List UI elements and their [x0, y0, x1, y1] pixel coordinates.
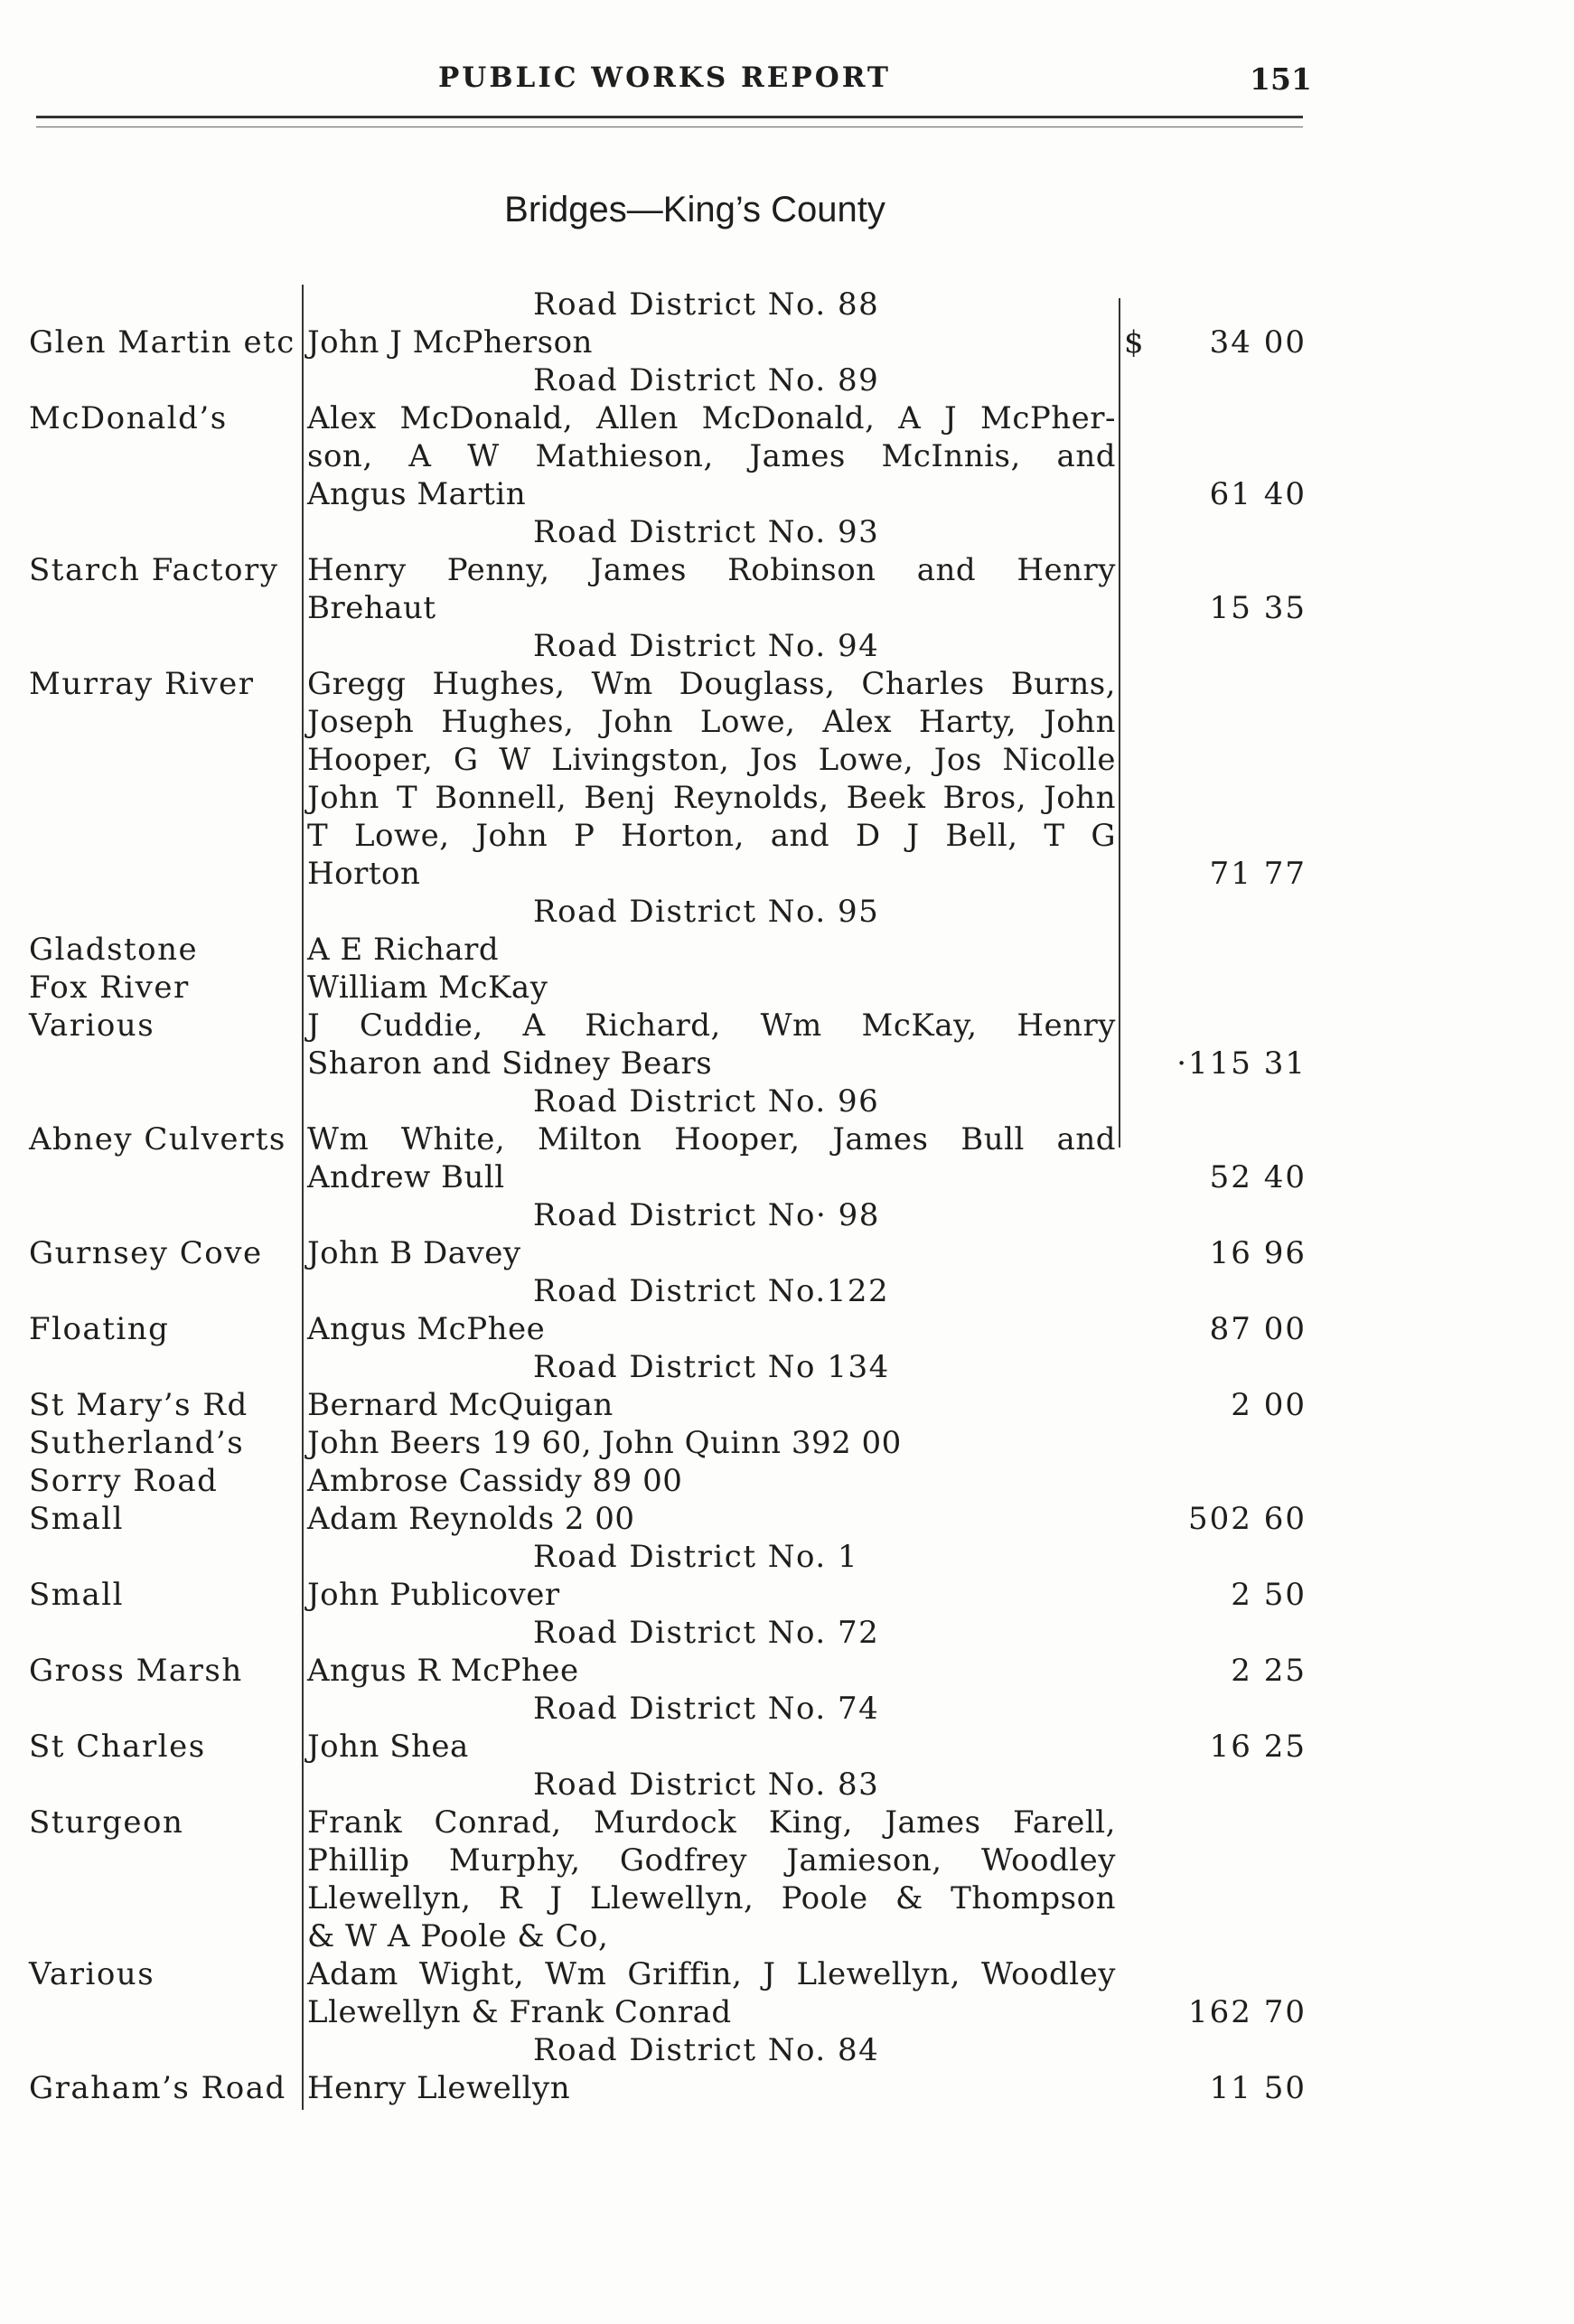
table-row: [0, 1462, 1574, 1500]
payee-names: John Publicover: [307, 1577, 560, 1613]
running-header: [0, 61, 1574, 107]
payee-names: Brehaut: [307, 590, 436, 626]
table-row: [0, 1045, 1574, 1082]
dollar-sign: $: [1124, 324, 1144, 361]
road-district-heading: Road District No. 1: [533, 1539, 859, 1575]
payee-names: Henry Penny, James Robinson and Henry: [307, 552, 1116, 588]
district-heading-row: [0, 627, 1574, 665]
table-row: [0, 665, 1574, 703]
amount: ·115 31: [1176, 1045, 1307, 1082]
payee-names: Phillip Murphy, Godfrey Jamieson, Woodley: [307, 1842, 1116, 1879]
road-district-heading: Road District No. 93: [533, 514, 880, 550]
payee-names: John Beers 19 60, John Quinn 392 00: [307, 1425, 902, 1461]
table-row: [0, 779, 1574, 817]
district-heading-row: [0, 1690, 1574, 1728]
table-row: [0, 1120, 1574, 1158]
bridge-location: St Mary’s Rd: [29, 1387, 248, 1423]
payee-names: Hooper, G W Livingston, Jos Lowe, Jos Nicolle: [307, 742, 1116, 778]
bridge-location: Starch Factory: [29, 552, 279, 588]
amount: 87 00: [1209, 1311, 1307, 1347]
table-row: [0, 1917, 1574, 1955]
district-heading-row: [0, 893, 1574, 931]
table-row: [0, 437, 1574, 475]
table-row: [0, 1158, 1574, 1196]
district-heading-row: [0, 513, 1574, 551]
table-row: [0, 1804, 1574, 1841]
payee-names: Angus Martin: [307, 476, 527, 512]
payee-names: son, A W Mathieson, James McInnis, and: [307, 438, 1116, 474]
road-district-heading: Road District No 134: [533, 1349, 890, 1385]
amount: 11 50: [1209, 2070, 1307, 2106]
payee-names: Angus R McPhee: [307, 1653, 579, 1689]
bridge-location: Gross Marsh: [29, 1653, 243, 1689]
bridge-expenditure-table: [0, 286, 1574, 2107]
table-row: [0, 1386, 1574, 1424]
bridge-location: McDonald’s: [29, 400, 228, 436]
amount: 2 25: [1231, 1653, 1307, 1689]
bridge-location: Gurnsey Cove: [29, 1235, 263, 1271]
table-row: [0, 2069, 1574, 2107]
table-row: [0, 551, 1574, 589]
payee-names: Henry Llewellyn: [307, 2070, 571, 2106]
payee-names: Adam Reynolds 2 00: [307, 1501, 635, 1537]
amount: 2 00: [1231, 1387, 1307, 1423]
road-district-heading: Road District No. 96: [533, 1083, 880, 1120]
amount: 2 50: [1231, 1577, 1307, 1613]
payee-names: Bernard McQuigan: [307, 1387, 614, 1423]
district-heading-row: [0, 1272, 1574, 1310]
payee-names: Angus McPhee: [307, 1311, 546, 1347]
header-rule: [36, 116, 1303, 118]
table-row: [0, 589, 1574, 627]
district-heading-row: [0, 1614, 1574, 1652]
payee-names: J Cuddie, A Richard, Wm McKay, Henry: [307, 1007, 1116, 1044]
header-title: PUBLIC WORKS REPORT: [438, 61, 892, 94]
amount: 34 00: [1209, 324, 1307, 361]
table-row: [0, 741, 1574, 779]
table-row: [0, 1310, 1574, 1348]
table-row: [0, 1652, 1574, 1690]
payee-names: T Lowe, John P Horton, and D J Bell, T G: [307, 818, 1116, 854]
payee-names: Llewellyn & Frank Conrad: [307, 1994, 732, 2030]
road-district-heading: Road District No. 74: [533, 1691, 880, 1727]
table-row: [0, 1728, 1574, 1766]
bridge-location: Abney Culverts: [29, 1121, 286, 1157]
payee-names: John J McPherson: [307, 324, 593, 361]
table-row: [0, 703, 1574, 741]
payee-names: John B Davey: [307, 1235, 521, 1271]
payee-names: Ambrose Cassidy 89 00: [307, 1463, 683, 1499]
bridge-location: Gladstone: [29, 932, 199, 968]
amount: 61 40: [1209, 476, 1307, 512]
amount: 162 70: [1188, 1994, 1307, 2030]
table-row: [0, 399, 1574, 437]
payee-names: Frank Conrad, Murdock King, James Farell,: [307, 1804, 1116, 1841]
table-row: [0, 855, 1574, 893]
district-heading-row: [0, 286, 1574, 323]
district-heading-row: [0, 1082, 1574, 1120]
amount: 71 77: [1209, 856, 1307, 892]
table-row: [0, 1500, 1574, 1538]
bridge-location: Sturgeon: [29, 1804, 184, 1841]
road-district-heading: Road District No· 98: [533, 1197, 880, 1233]
district-heading-row: [0, 1766, 1574, 1804]
payee-names: Adam Wight, Wm Griffin, J Llewellyn, Woodley: [307, 1956, 1116, 1992]
bridge-location: Small: [29, 1501, 125, 1537]
table-row: [0, 1993, 1574, 2031]
road-district-heading: Road District No. 88: [533, 286, 880, 323]
district-heading-row: [0, 1538, 1574, 1576]
payee-names: Andrew Bull: [307, 1159, 505, 1195]
bridge-location: Fox River: [29, 970, 190, 1006]
payee-names: Joseph Hughes, John Lowe, Alex Harty, John: [307, 704, 1116, 740]
bridge-location: Various: [29, 1956, 155, 1992]
amount: 52 40: [1209, 1159, 1307, 1195]
bridge-location: Sutherland’s: [29, 1425, 245, 1461]
table-row: [0, 475, 1574, 513]
road-district-heading: Road District No. 83: [533, 1766, 880, 1803]
payee-names: Alex McDonald, Allen McDonald, A J McPher-: [307, 400, 1116, 436]
bridge-location: Small: [29, 1577, 125, 1613]
payee-names: Gregg Hughes, Wm Douglass, Charles Burns,: [307, 666, 1116, 702]
district-heading-row: [0, 1196, 1574, 1234]
road-district-heading: Road District No. 84: [533, 2032, 880, 2068]
payee-names: Wm White, Milton Hooper, James Bull and: [307, 1121, 1116, 1157]
amount: 15 35: [1209, 590, 1307, 626]
district-heading-row: [0, 361, 1574, 399]
road-district-heading: Road District No. 72: [533, 1615, 880, 1651]
bridge-location: Glen Martin etc: [29, 324, 295, 361]
bridge-location: St Charles: [29, 1729, 206, 1765]
table-row: [0, 1841, 1574, 1879]
amount: 502 60: [1188, 1501, 1307, 1537]
amount: 16 96: [1209, 1235, 1307, 1271]
district-heading-row: [0, 2031, 1574, 2069]
road-district-heading: Road District No.122: [533, 1273, 890, 1309]
payee-names: John Shea: [307, 1729, 469, 1765]
bridge-location: Floating: [29, 1311, 170, 1347]
bridge-location: Sorry Road: [29, 1463, 219, 1499]
amount: 16 25: [1209, 1729, 1307, 1765]
district-heading-row: [0, 1348, 1574, 1386]
table-row: [0, 323, 1574, 361]
road-district-heading: Road District No. 95: [533, 894, 880, 930]
payee-names: William McKay: [307, 970, 548, 1006]
table-row: [0, 1576, 1574, 1614]
section-heading: Bridges—King’s County: [504, 190, 885, 230]
bridge-location: Murray River: [29, 666, 255, 702]
road-district-heading: Road District No. 94: [533, 628, 880, 664]
table-row: [0, 931, 1574, 969]
payee-names: John T Bonnell, Benj Reynolds, Beek Bros, John: [307, 780, 1116, 816]
table-row: [0, 817, 1574, 855]
page-number: 151: [1250, 61, 1312, 97]
road-district-heading: Road District No. 89: [533, 362, 880, 398]
bridge-location: Various: [29, 1007, 155, 1044]
table-row: [0, 969, 1574, 1007]
payee-names: Horton: [307, 856, 421, 892]
payee-names: A E Richard: [307, 932, 500, 968]
table-row: [0, 1007, 1574, 1045]
table-row: [0, 1879, 1574, 1917]
payee-names: Sharon and Sidney Bears: [307, 1045, 713, 1082]
payee-names: Llewellyn, R J Llewellyn, Poole & Thompson: [307, 1880, 1116, 1916]
table-row: [0, 1234, 1574, 1272]
payee-names: & W A Poole & Co,: [307, 1918, 609, 1954]
table-row: [0, 1424, 1574, 1462]
table-row: [0, 1955, 1574, 1993]
bridge-location: Graham’s Road: [29, 2070, 286, 2106]
